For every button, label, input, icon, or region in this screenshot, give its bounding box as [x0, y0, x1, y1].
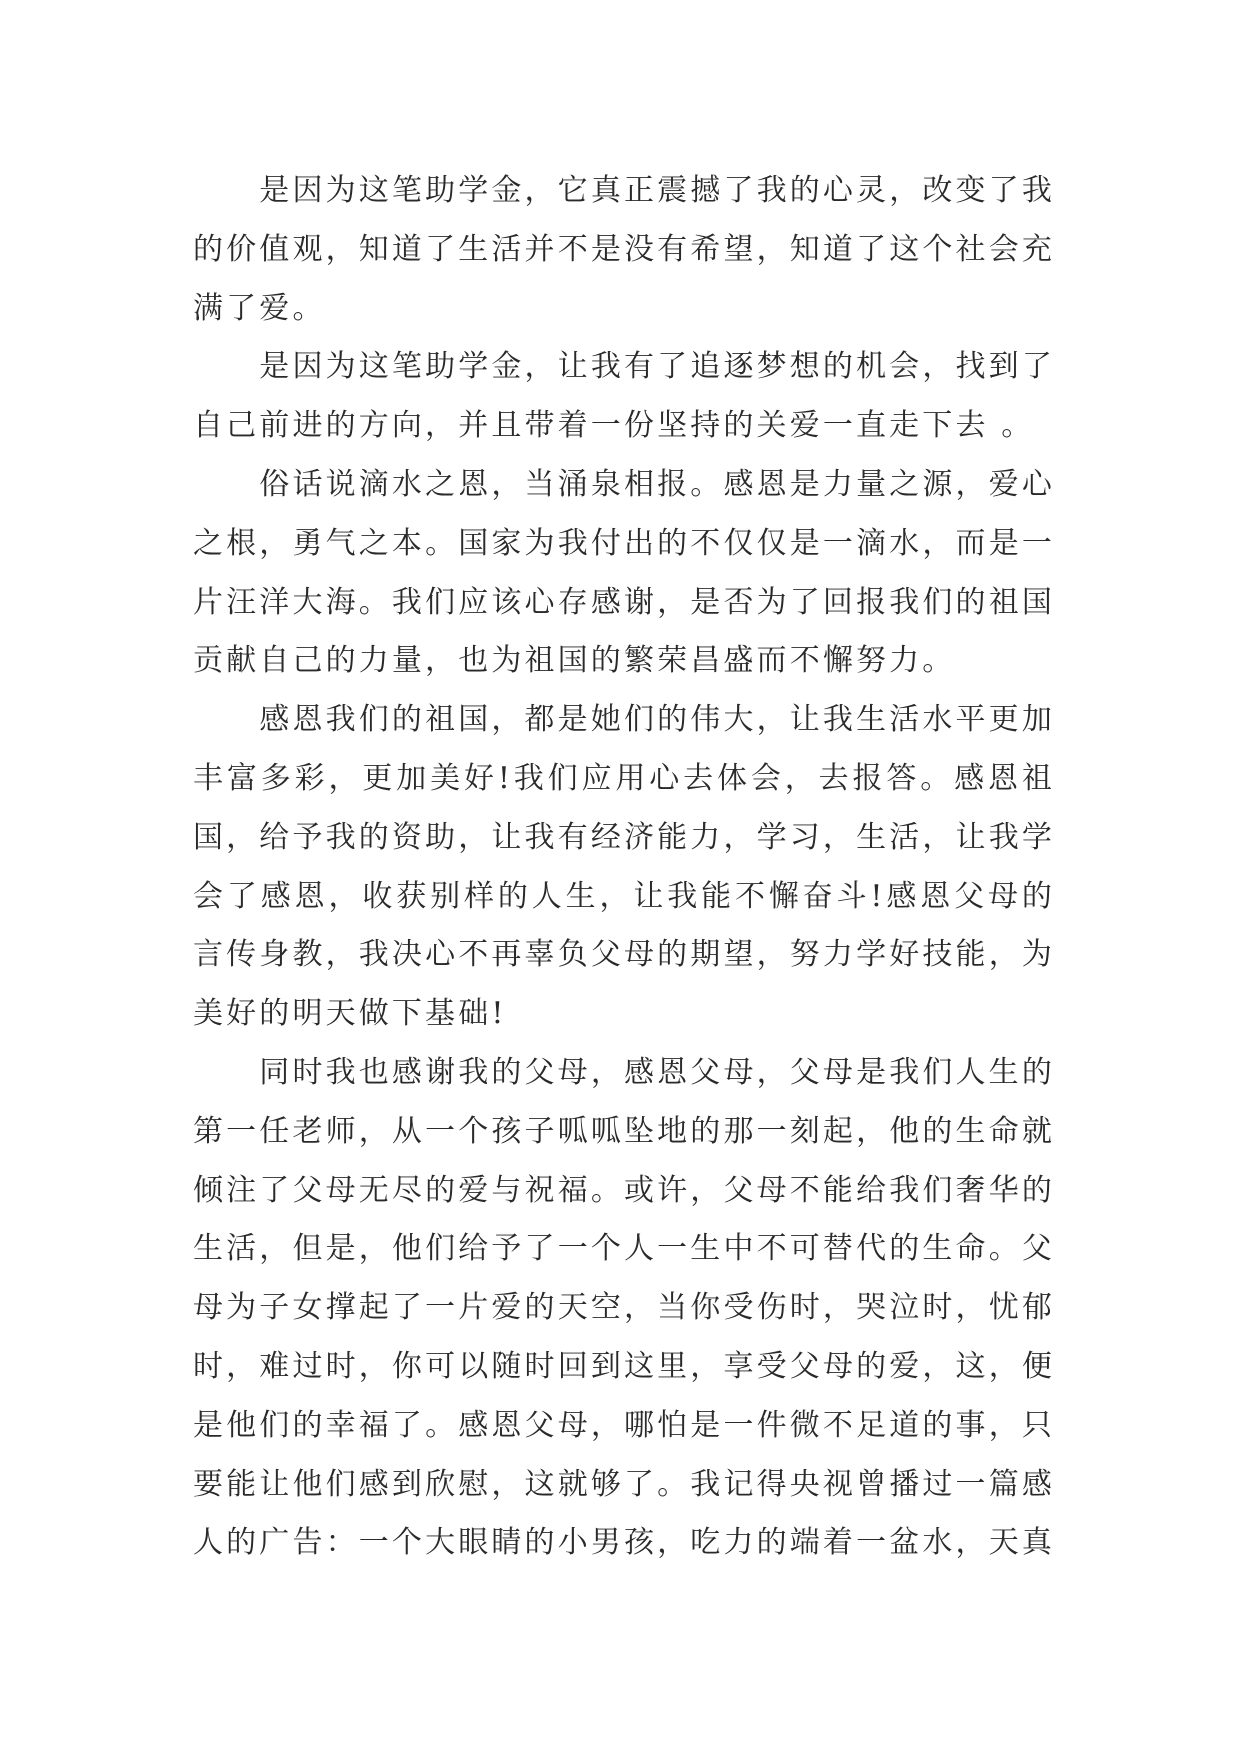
- text-line: 感恩我们的祖国，都是她们的伟大，让我生活水平更加: [259, 702, 1055, 738]
- text-line: 片汪洋大海。我们应该心存感谢，是否为了回报我们的祖国: [193, 584, 1055, 620]
- document-body: [193, 162, 1055, 1573]
- text-line: 丰富多彩，更加美好!我们应用心去体会，去报答。感恩祖: [193, 760, 1055, 796]
- text-line: 人的广告：一个大眼睛的小男孩，吃力的端着一盆水，天真: [193, 1525, 1055, 1561]
- text-line: 的价值观，知道了生活并不是没有希望，知道了这个社会充: [193, 231, 1055, 267]
- text-line: 俗话说滴水之恩，当涌泉相报。感恩是力量之源，爱心: [259, 466, 1055, 502]
- text-line: 同时我也感谢我的父母，感恩父母，父母是我们人生的: [259, 1054, 1055, 1090]
- text-line: 会了感恩，收获别样的人生，让我能不懈奋斗!感恩父母的: [193, 878, 1055, 914]
- paragraph: [193, 162, 1055, 338]
- paragraph: [193, 456, 1055, 691]
- text-line: 满了爱。: [193, 290, 326, 326]
- text-line: 是因为这笔助学金，让我有了追逐梦想的机会，找到了: [259, 349, 1055, 385]
- text-line: 母为子女撑起了一片爱的天空，当你受伤时，哭泣时，忧郁: [193, 1290, 1055, 1326]
- text-line: 国，给予我的资助，让我有经济能力，学习，生活，让我学: [193, 819, 1055, 855]
- text-line: 贡献自己的力量，也为祖国的繁荣昌盛而不懈努力。: [193, 643, 956, 679]
- text-line: 第一任老师，从一个孩子呱呱坠地的那一刻起，他的生命就: [193, 1113, 1055, 1149]
- paragraph: [193, 1044, 1055, 1573]
- text-line: 之根，勇气之本。国家为我付出的不仅仅是一滴水，而是一: [193, 525, 1055, 561]
- text-line: 生活，但是，他们给予了一个人一生中不可替代的生命。父: [193, 1231, 1055, 1267]
- text-line: 言传身教，我决心不再辜负父母的期望，努力学好技能，为: [193, 937, 1055, 973]
- text-line: 是因为这笔助学金，它真正震撼了我的心灵，改变了我: [259, 173, 1055, 208]
- paragraph: [193, 338, 1055, 456]
- text-line: 时，难过时，你可以随时回到这里，享受父母的爱，这，便: [193, 1348, 1055, 1384]
- text-line: 要能让他们感到欣慰，这就够了。我记得央视曾播过一篇感: [193, 1466, 1055, 1502]
- text-line: 倾注了父母无尽的爱与祝福。或许，父母不能给我们奢华的: [193, 1172, 1055, 1208]
- text-line: 自己前进的方向，并且带着一份坚持的关爱一直走下去 。: [193, 408, 1035, 444]
- text-line: 美好的明天做下基础!: [193, 996, 507, 1032]
- text-line: 是他们的幸福了。感恩父母，哪怕是一件微不足道的事，只: [193, 1407, 1055, 1443]
- paragraph: [193, 691, 1055, 1044]
